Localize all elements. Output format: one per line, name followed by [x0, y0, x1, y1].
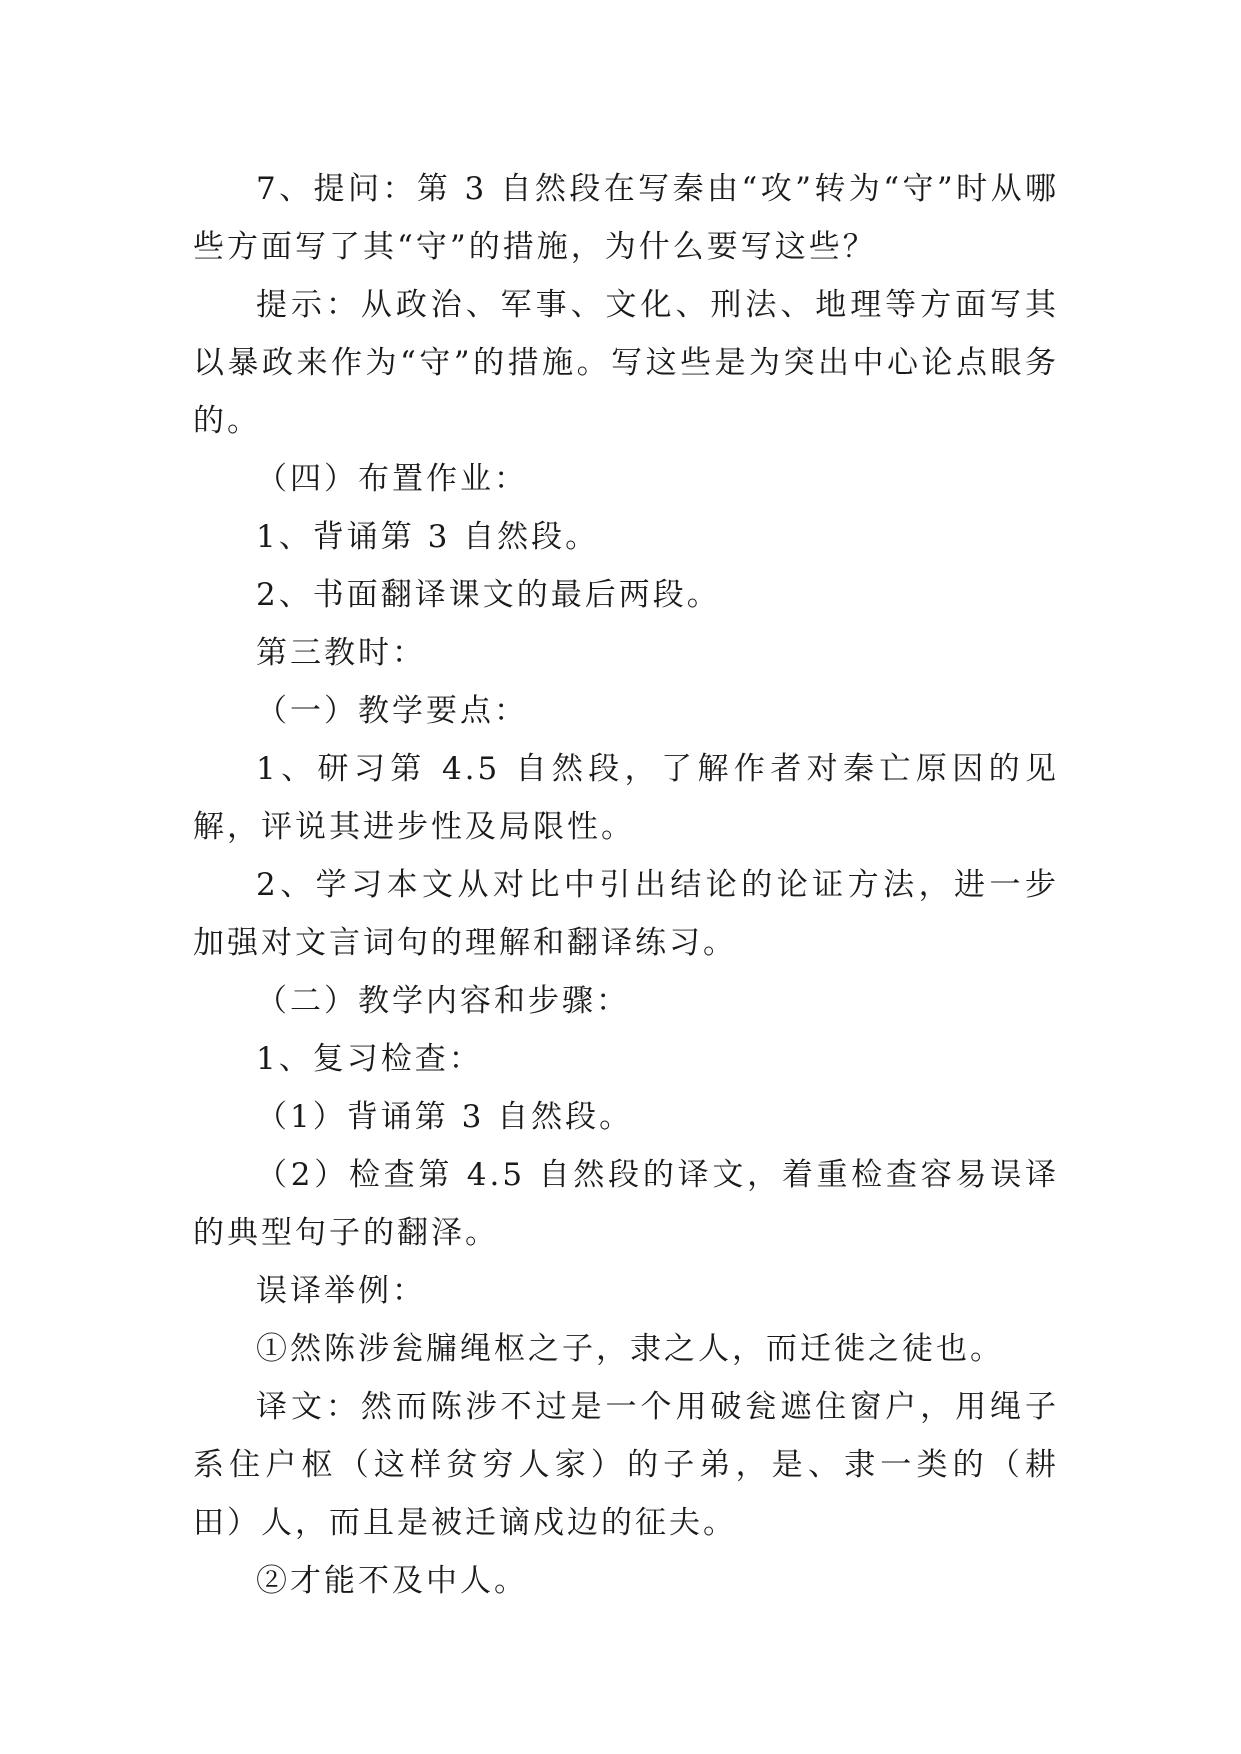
- document-body: [193, 160, 1059, 1610]
- paragraph-mistranslation-examples: 误译举例：: [256, 1273, 426, 1309]
- paragraph-teaching-points-heading: （一）教学要点：: [256, 693, 528, 729]
- paragraph-review-item-1: （1）背诵第 3 自然段。: [256, 1099, 634, 1135]
- paragraph-translation: 译文：然而陈涉不过是一个用破瓮遮住窗户，用绳子系住户枢（这样贫穷人家）的子弟，是、隶一类的（耕田）人，而且是被迁谪戍边的征夫。: [193, 1389, 1059, 1541]
- paragraph-third-period-heading: 第三教时：: [256, 635, 426, 671]
- paragraph-homework-item-2: 2、书面翻译课文的最后两段。: [256, 577, 721, 613]
- paragraph-question-7: 7、提问：第 3 自然段在写秦由“攻”转为“守”时从哪些方面写了其“守”的措施，为什么要写这些？: [193, 171, 1059, 265]
- paragraph-content-steps-heading: （二）教学内容和步骤：: [256, 983, 630, 1019]
- paragraph-example-1: ①然陈涉瓮牖绳枢之子，隶之人，而迁徙之徒也。: [256, 1331, 1004, 1367]
- paragraph-review-item-2: （2）检查第 4.5 自然段的译文，着重检查容易误译的典型句子的翻泽。: [193, 1157, 1059, 1251]
- paragraph-review-check: 1、复习检查：: [256, 1041, 483, 1077]
- paragraph-teaching-point-1: 1、研习第 4.5 自然段，了解作者对秦亡原因的见解，评说其进步性及局限性。: [193, 751, 1059, 845]
- paragraph-homework-heading: （四）布置作业：: [256, 461, 528, 497]
- paragraph-hint: 提示：从政治、军事、文化、刑法、地理等方面写其以暴政来作为“守”的措施。写这些是为突出中心论点眼务的。: [193, 287, 1059, 439]
- paragraph-homework-item-1: 1、背诵第 3 自然段。: [256, 519, 600, 555]
- paragraph-teaching-point-2: 2、学习本文从对比中引出结论的论证方法，进一步加强对文言词句的理解和翻译练习。: [193, 867, 1059, 961]
- paragraph-example-2: ②才能不及中人。: [256, 1563, 528, 1599]
